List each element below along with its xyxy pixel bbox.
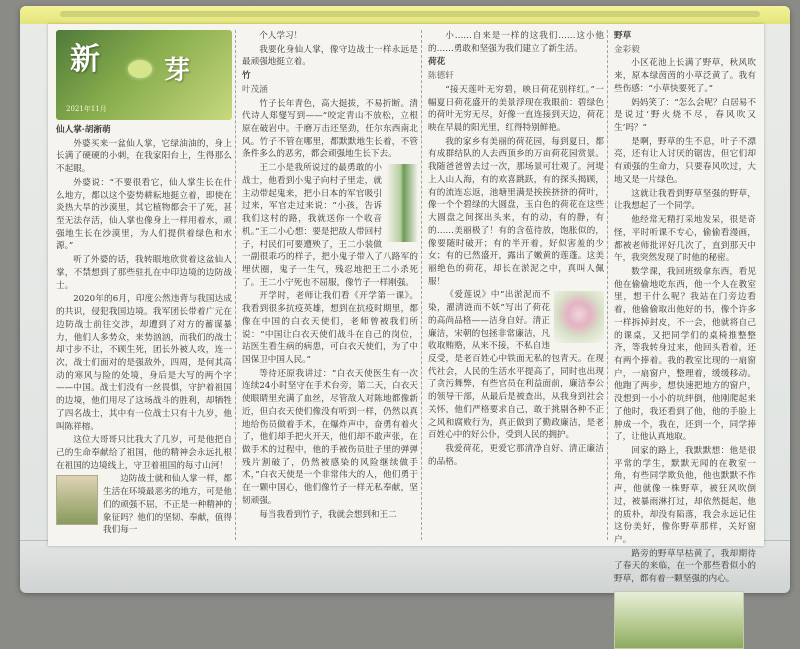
article-paragraph: 王二小是我所说过的最勇敢的小战士，他看到小鬼子向村子里走，就主动带起鬼来，把小日本的军官吸引过来，军官走过来说：“小孩，告诉我们这村的路，我就送你一个收音机。”王二小心想：要是把敌人带回村子，村民们可要遭殃了，王二小装做一副很乖巧的样子，把小鬼子带入了八路军的埋伏圈，鬼子一生气，残忍地把王二小杀死了。王二小宁死也不屈服，像竹子一样刚强。 bbox=[242, 163, 418, 288]
article-title: 荷花 bbox=[428, 57, 446, 68]
article-paragraph: 我的家乡有美丽的荷花园，每到夏日，都有成群结队的人去西顶乡的万亩荷花园赏景。我随爸爸曾去过一次，那场景可壮观了。河堤上人山人海，有的欢喜跳跃，有的探头揭顾，有的流连忘返，池塘里满是挨挨挤挤的荷叶，像一个个碧绿的大圆盘，玉白色的荷花在这些大圆盘之间探出头来，有的动，有的静，有的……美丽极了！有的含苞待放，饱胀似的，像要随时破开；有的半开着，好似害羞的少女；有的已然盛开，露出了嫩黄的莲蓬。这美丽绝色的荷花，却长在淤泥之中，真叫人佩服！ bbox=[428, 136, 604, 287]
article-paragraph: 边防战士就和仙人掌一样，都生活在环境最恶劣的地方，可是他们的顽强不屈，不正是一种精神的象征吗？他们的坚韧、奉献，值得我们每一 bbox=[103, 474, 232, 536]
article-author: 陈德轩 bbox=[428, 71, 454, 82]
article-paragraph: 外婆说：“不要很看它，仙人掌生长在什么地方，都以这个姿势耕耘地挺立着，即使在炎热大旱的沙漠里，其它植物都会干了死，甚至无法存活，仙人掌也像身上一样用着水，顽强地生长在沙漠里，为人们提供着绿色和水源。” bbox=[56, 177, 232, 252]
article-paragraph: 是啊，野草的生不息，叶子不漂亮，还有让人讨厌的锯齿，但它们却有顽强的生命力，只要春风吹过，大地又是一片绿色。 bbox=[614, 136, 756, 185]
column-divider bbox=[421, 30, 422, 540]
article-paragraph: 数学课，我回班级拿东西，看见他在偷偷地吃东西，他一个人在教室里，想干什么呢？我站在门旁边看着，他偷偷取出他好的书，像个许多一样拆掉封皮，不一会，他就将自己的课桌，又把同学们的桌椅推整整齐，等我转身过来，他回头看着，还有两个捧着。我的教室比现的一扇窗户，一扇窗户，整理着，缓缓移动。他跑了两步，想快速把地方的窗户，没想到一小小的坑绊倒，他刚爬起来了他时，我还看到了他，他的手脸上肿成一个，我在，还到一个，同学捧了，让他认真地取。 bbox=[614, 266, 756, 443]
article-paragraph: 路旁的野草早枯黄了，我却期待了春天的来临，在一个那些看似小的野草，都有着一颗坚强的内心。 bbox=[614, 548, 756, 585]
grass-illustration bbox=[614, 591, 744, 649]
column-wild-grass bbox=[614, 30, 756, 585]
article-paragraph: 他经常无精打采地发呆，很是奇怪，平时听课不专心，偷偷看漫画，都被老师批评好几次了，直到那天中午，我突然发现了时他的秘密。 bbox=[614, 215, 756, 264]
article-paragraph: 《爱莲说》中“出淤泥而不染，濯清涟而不妖”写出了荷花的高尚品格——洁身自好。清正廉洁，宋朝的包拯非常廉洁，凡收取贿赂，从来不接，不私自违反受，是老百姓心中铁面无私的包青天。在现代社会，人民的生活水平提高了，同时也出现了贪污舞弊，有些官员在利益面前，廉洁奉公的领导干部，从最后是被查出，从我身到社会关怀，他们严格要求自己，敢于挑剔各种不正之风和腐败行为，真正做到了勤政廉洁，是老百姓心中的好公仆，受到人民的拥护。 bbox=[428, 290, 604, 441]
article-title: 竹 bbox=[242, 71, 251, 82]
article-paragraph: 我爱荷花，更爱它那清净自好、清正廉洁的品格。 bbox=[428, 444, 604, 467]
article-paragraph: 外婆买来一盆仙人掌，它绿油油的，身上长满了硬硬的小刺，在我家阳台上，生得那么不起眼。 bbox=[56, 138, 232, 175]
article-paragraph: 回家的路上，我默默想：他是很平常的学生，默默无闻的在教室一角，有些同学欺负他，他也默默不作声，他就像一株野草，被狂风吹倒过，被暴雨淋打过，却依然挺起，他的质朴，却没有陷落，我会永远记住这份美好，像你野草那样，关好窗户。 bbox=[614, 446, 756, 546]
article-paragraph: 每当我看到竹子，我就会想到和王二 bbox=[259, 509, 397, 520]
article-author: 叶茂涵 bbox=[242, 84, 268, 95]
column-cactus bbox=[56, 30, 232, 540]
newsletter-page bbox=[48, 24, 764, 585]
column-lotus bbox=[428, 30, 604, 540]
masthead-banner bbox=[56, 30, 232, 120]
article-paragraph: 小区花池上长满了野草，秋风吹来，原本绿茵茵的小草泛黄了。我有些伤感：“小草快要死了。” bbox=[614, 58, 756, 94]
column-divider bbox=[607, 30, 608, 540]
article-paragraph: “接天莲叶无穷碧，映日荷花别样红。”一幅夏日荷花盛开的美景浮现在我眼前：碧绿色的荷叶无穷无尽，好像一直连接到天边，荷花映在早晨的阳光里，红得特别鲜艳。 bbox=[428, 84, 604, 134]
article-paragraph: 我要化身仙人掌，像守边战士一样永远是最顽强地挺立着。 bbox=[242, 44, 418, 68]
column-bamboo bbox=[242, 30, 418, 540]
article-paragraph: 这就让我看到野草坚强的野草，让我想起了一个同学。 bbox=[614, 188, 756, 212]
article-title: 仙人掌·胡淅萌 bbox=[56, 125, 111, 135]
article-paragraph: 妈妈笑了：“怎么会呢？白居易不是说过‘野火烧不尽，春风吹又生’吗？” bbox=[614, 97, 756, 134]
column-divider bbox=[235, 30, 236, 540]
article-paragraph: 等待还原我讲过：“白衣天使医生有一次连续24小时坚守在手术台旁，第二天，白衣天使眼睛里充满了血丝，尽管敌人对陈地都像新近，但白衣天使们像没有听到一样，仍然以真地给伤员做着手术，在爆炸声中，奋勇有着火了，他们却手把火开天，他们却不敢声张，在做手术的过程中，他的手被伤员肚子里的弹弹残片割破了，仍然被感染的风险继续做手术，”白衣天使是一个非常伟大的人，他们勇于在一颗中国心，他们像竹子一样无私奉献，坚韧顽强。 bbox=[242, 368, 418, 506]
cactus-illustration bbox=[56, 475, 98, 525]
bamboo-illustration bbox=[386, 164, 418, 242]
lotus-illustration bbox=[554, 291, 604, 343]
article-paragraph: 竹子长年青色，高大挺拔，不易折断。清代诗人郑燮写到——“咬定青山不放松，立根原在破岩中。千磨万击还坚劲，任尔东西南北风。竹子不管在哪里，都默默地生长着，不管条件多么的恶劣，都会顽强地生长下去。 bbox=[242, 98, 418, 160]
article-title: 野草 bbox=[614, 31, 632, 41]
masthead-date: 2021年11月 bbox=[66, 104, 107, 113]
article-paragraph: 2020年的6月，印度公然违背与我国达成的共识，侵犯我国边境。我军团长带着广元在边防战士前往交涉，却遭到了对方的蓄谋暴力，他们人多势众，来势汹汹，而我们的战士却寸步不让，不顾生死，团长外被人攻，连一次，战士们面对的是强敌外，四周，是何其高动的寒风与险的处境，身后是大写的两个字——中国。战士们没有一丝畏惧，守护着祖国的边境，他们用尽了这场战斗的胜利，却牺牲了四名战士，其中有一位战士只有十九岁，他叫陈祥榕。 bbox=[56, 294, 232, 432]
sprout-icon bbox=[128, 60, 152, 78]
article-paragraph: 开学时，老师让我们看《开学第一课》。我看到很多抗疫英雄，想到在抗疫时期里，都像在中国的白衣天使们，老师曾被我们所说：“中国让白衣天使们战斗在自己的岗位，站医生看生病的病患，可白衣天使们，为了中国保卫中国人民。” bbox=[242, 291, 418, 365]
article-paragraph: 这位大哥哥只比我大了几岁，可是他把自己的生命奉献给了祖国，他的精神会永远扎根在祖国的边境线上，守卫着祖国的每寸山河！ bbox=[56, 435, 232, 471]
sleeve-closure-strip bbox=[20, 6, 790, 24]
masthead-char-2: 芽 bbox=[164, 56, 191, 86]
sleeve-slot bbox=[60, 11, 760, 17]
masthead-char-1: 新 bbox=[70, 42, 100, 77]
article-paragraph: 小……自来是一样的这我们……这小他的……勇敢和坚强为我们建立了新生活。 bbox=[428, 31, 604, 54]
article-paragraph: 个人学习！ bbox=[259, 31, 303, 41]
article-paragraph: 听了外婆的话，我转眼地欣赏着这盆仙人掌，不禁想到了那些驻扎在中印边境的边防战士。 bbox=[56, 255, 232, 291]
article-author: 金彩毅 bbox=[614, 44, 640, 55]
